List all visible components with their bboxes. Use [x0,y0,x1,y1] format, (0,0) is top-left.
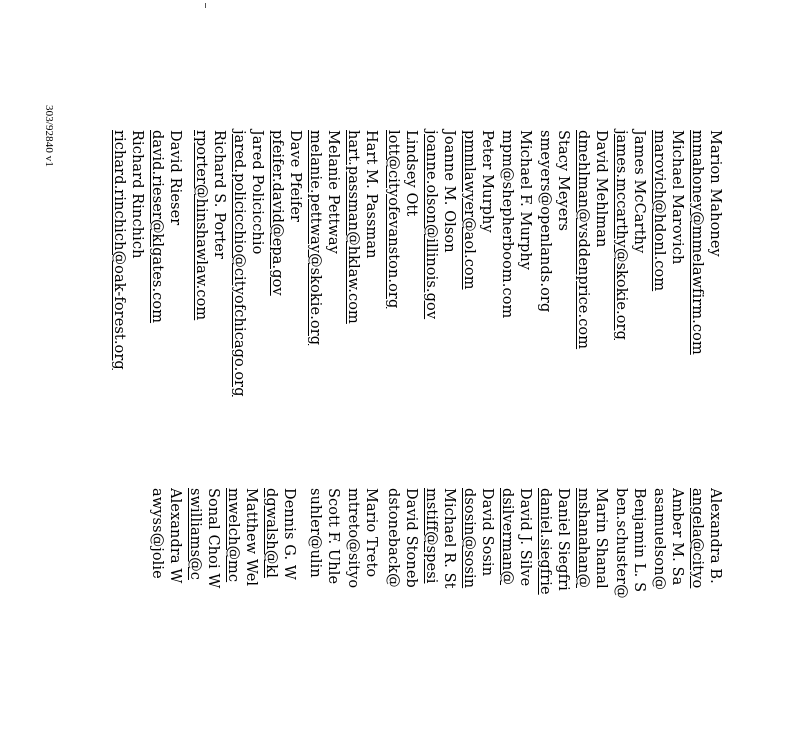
contact-email[interactable]: suhler@ulin [307,488,323,578]
contact-email[interactable]: dgwalsh@kl [263,488,279,578]
contact-email[interactable]: mstiff@spesi [423,488,439,584]
contact-name: Scott F. Uhle [325,488,341,585]
contact-email[interactable]: richard.rinchich@oak-forest.org [111,130,127,370]
document-id [36,0,62,618]
contact-name: Sonal Choi W [205,488,221,589]
contact-name: Amber M. Sa [669,488,685,586]
contact-name: Alexandra B. [707,488,723,584]
contact-email[interactable]: marovich@hdonl.com [651,130,667,292]
contact-email[interactable]: joanne.olson@illinois.gov [423,130,439,320]
contact-name: Alexandra W [167,488,183,584]
contact-email[interactable]: daniel.siegfrie [537,488,553,595]
contact-email[interactable]: asamuelson@ [651,488,667,591]
contact-email[interactable]: pfeifer.david@epa.gov [269,130,285,296]
contact-name: David Mehlman [593,130,609,248]
contact-name: Richard Rinchich [129,130,145,259]
contact-name: Mario Treto [363,488,379,578]
contact-email[interactable]: david.rieser@klgates.com [149,130,165,324]
contact-email[interactable]: angela@cityo [689,488,705,589]
contact-email[interactable]: jared.policicchio@cityofchicago.org [231,130,247,397]
contact-name: Michael R. St [441,488,457,589]
contact-name: Stacy Meyers [555,130,571,232]
contact-email[interactable]: dsilverman@ [499,488,515,586]
contact-email[interactable]: james.mccarthy@skokie.org [613,130,629,340]
contact-email[interactable]: pmmlawyer@aol.com [461,130,477,290]
contact-name: Lindsey Ott [403,130,419,217]
contact-name: Joanne M. Olson [441,130,457,253]
contact-email[interactable]: mmahoney@mmelawfirm.com [689,130,705,355]
contact-email[interactable]: mwelch@mc [225,488,241,583]
contact-name: Benjamin L. S [631,488,647,593]
contact-name: David J. Silve [517,488,533,587]
contact-email[interactable]: dsosin@sosin [461,488,477,589]
contact-entry [144,0,170,618]
contact-email[interactable]: mtreto@sityo [345,488,361,589]
document-id-text: 303/92840 v1 [43,105,55,168]
contact-name: Peter Murphy [479,130,495,233]
contact-email[interactable]: dstoneback@ [385,488,401,588]
contact-name: Melanie Pettway [325,130,341,254]
contact-name: Daniel Siegfri [555,488,571,591]
contact-email[interactable]: ben.schuster@ [613,488,629,599]
contact-name: Marion Mahoney [707,130,723,257]
contact-name: Michael Marovich [669,130,685,265]
contact-name: Dave Pfeifer [287,130,303,223]
contact-email[interactable]: mshanahan@ [575,488,591,588]
contact-name: David Rieser [167,130,183,226]
contact-email[interactable]: smeyers@openlands.org [537,130,553,313]
contact-name: Matthew Wel [243,488,259,587]
contact-email[interactable]: hart.passman@hklaw.com [345,130,361,324]
contact-email[interactable]: lott@cityofevanston.org [385,130,401,309]
contact-entry [302,0,328,618]
contact-name: Hart M. Passman [363,130,379,259]
contact-name: David Sosin [479,488,495,577]
contact-name: Michael F. Murphy [517,130,533,271]
contact-name: Jared Policicchio [249,130,265,255]
contact-name: Richard S. Porter [211,130,227,259]
contact-name: Dennis G. W [281,488,297,580]
contact-email[interactable]: mpm@shepherboom.com [499,130,515,319]
contact-email[interactable]: melanie.pettway@skokie.org [307,130,323,346]
contact-name: James McCarthy [631,130,647,254]
contact-email[interactable]: rporter@hinshawlaw.com [193,130,209,321]
contact-entry [106,0,132,618]
contact-email[interactable]: dmehlman@vsddenprice.com [575,130,591,350]
contact-email[interactable]: swilliams@c [187,488,203,580]
contact-name: David Stoneb [403,488,419,588]
contact-email[interactable]: awyss@jolie [149,488,165,579]
contact-name: Marin Shanal [593,488,609,589]
